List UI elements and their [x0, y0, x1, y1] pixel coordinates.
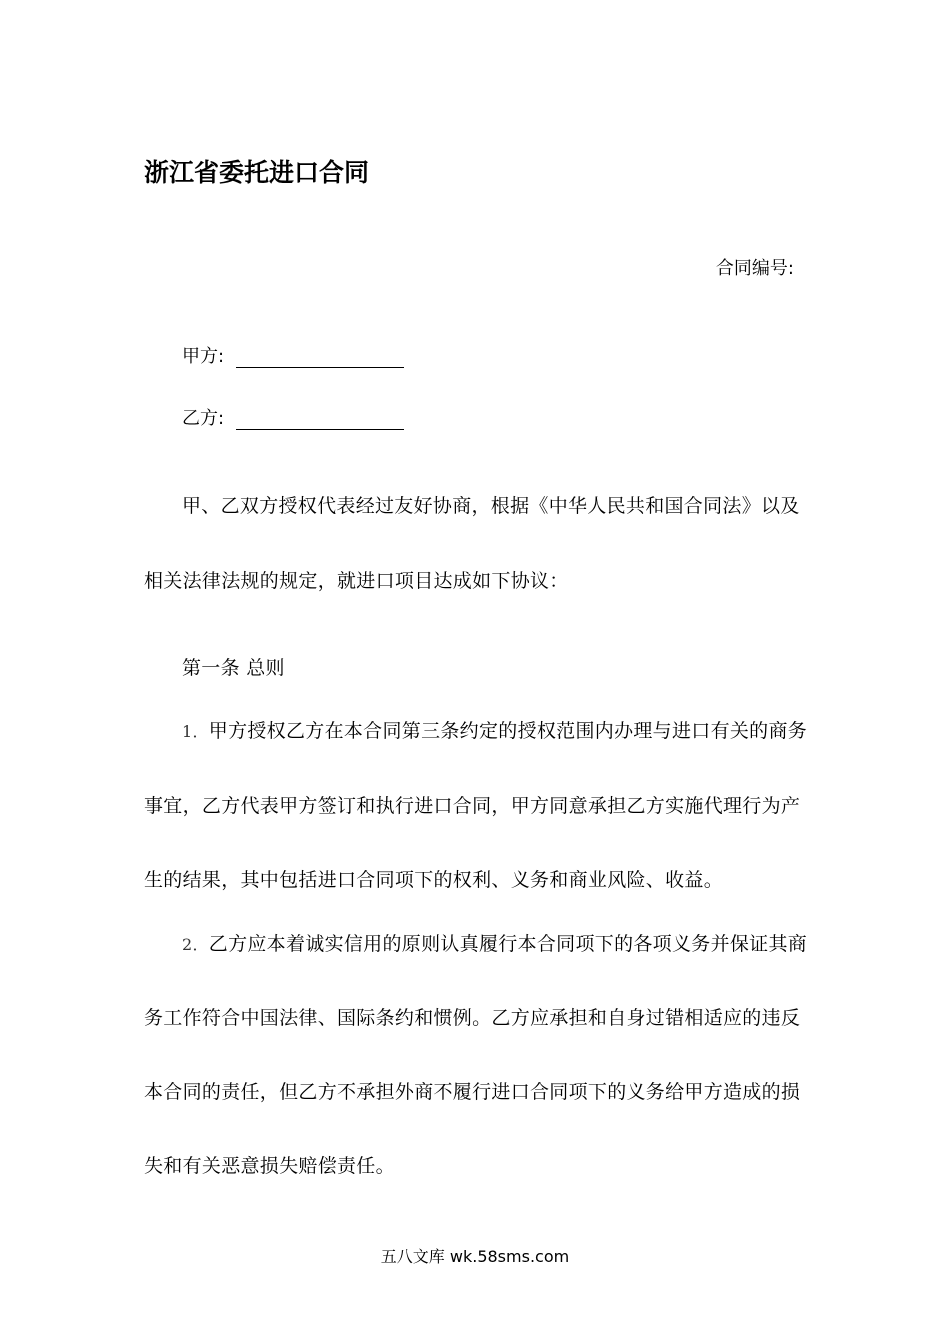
document-title: 浙江省委托进口合同 — [144, 158, 370, 187]
clause-1-line-1 — [182, 716, 807, 743]
clause-1-number: 1． — [182, 722, 209, 741]
intro-line-2: 相关法律法规的规定，就进口项目达成如下协议： — [144, 570, 569, 592]
party-b-label: 乙方: — [182, 408, 225, 429]
clause-2-line-2: 务工作符合中国法律、国际条约和惯例。乙方应承担和自身过错相适应的违反 — [144, 1007, 801, 1029]
party-b-blank — [236, 411, 404, 430]
footer-watermark: 五八文库 wk.58sms.com — [380, 1247, 570, 1266]
clause-2-line-4: 失和有关恶意损失赔偿责任。 — [144, 1155, 395, 1177]
party-a-line — [182, 342, 404, 368]
contract-number-label: 合同编号: — [715, 258, 794, 279]
intro-line-1: 甲、乙双方授权代表经过友好协商，根据《中华人民共和国合同法》以及 — [182, 495, 800, 517]
clause-1-line-2: 事宜，乙方代表甲方签订和执行进口合同，甲方同意承担乙方实施代理行为产 — [144, 795, 801, 817]
clause-1-line-3: 生的结果，其中包括进口合同项下的权利、义务和商业风险、收益。 — [144, 869, 724, 891]
clause-2-line-3: 本合同的责任，但乙方不承担外商不履行进口合同项下的义务给甲方造成的损 — [144, 1081, 801, 1103]
party-b-line — [182, 404, 404, 430]
clause-2-text-1: 乙方应本着诚实信用的原则认真履行本合同项下的各项义务并保证其商 — [208, 933, 808, 955]
clause-1-text-1: 甲方授权乙方在本合同第三条约定的授权范围内办理与进口有关的商务 — [208, 720, 808, 742]
party-a-label: 甲方: — [182, 346, 225, 367]
clause-2-line-1 — [182, 929, 807, 956]
clause-2-number: 2． — [182, 935, 209, 954]
article-1-heading: 第一条 总则 — [182, 657, 285, 679]
party-a-blank — [236, 349, 404, 368]
